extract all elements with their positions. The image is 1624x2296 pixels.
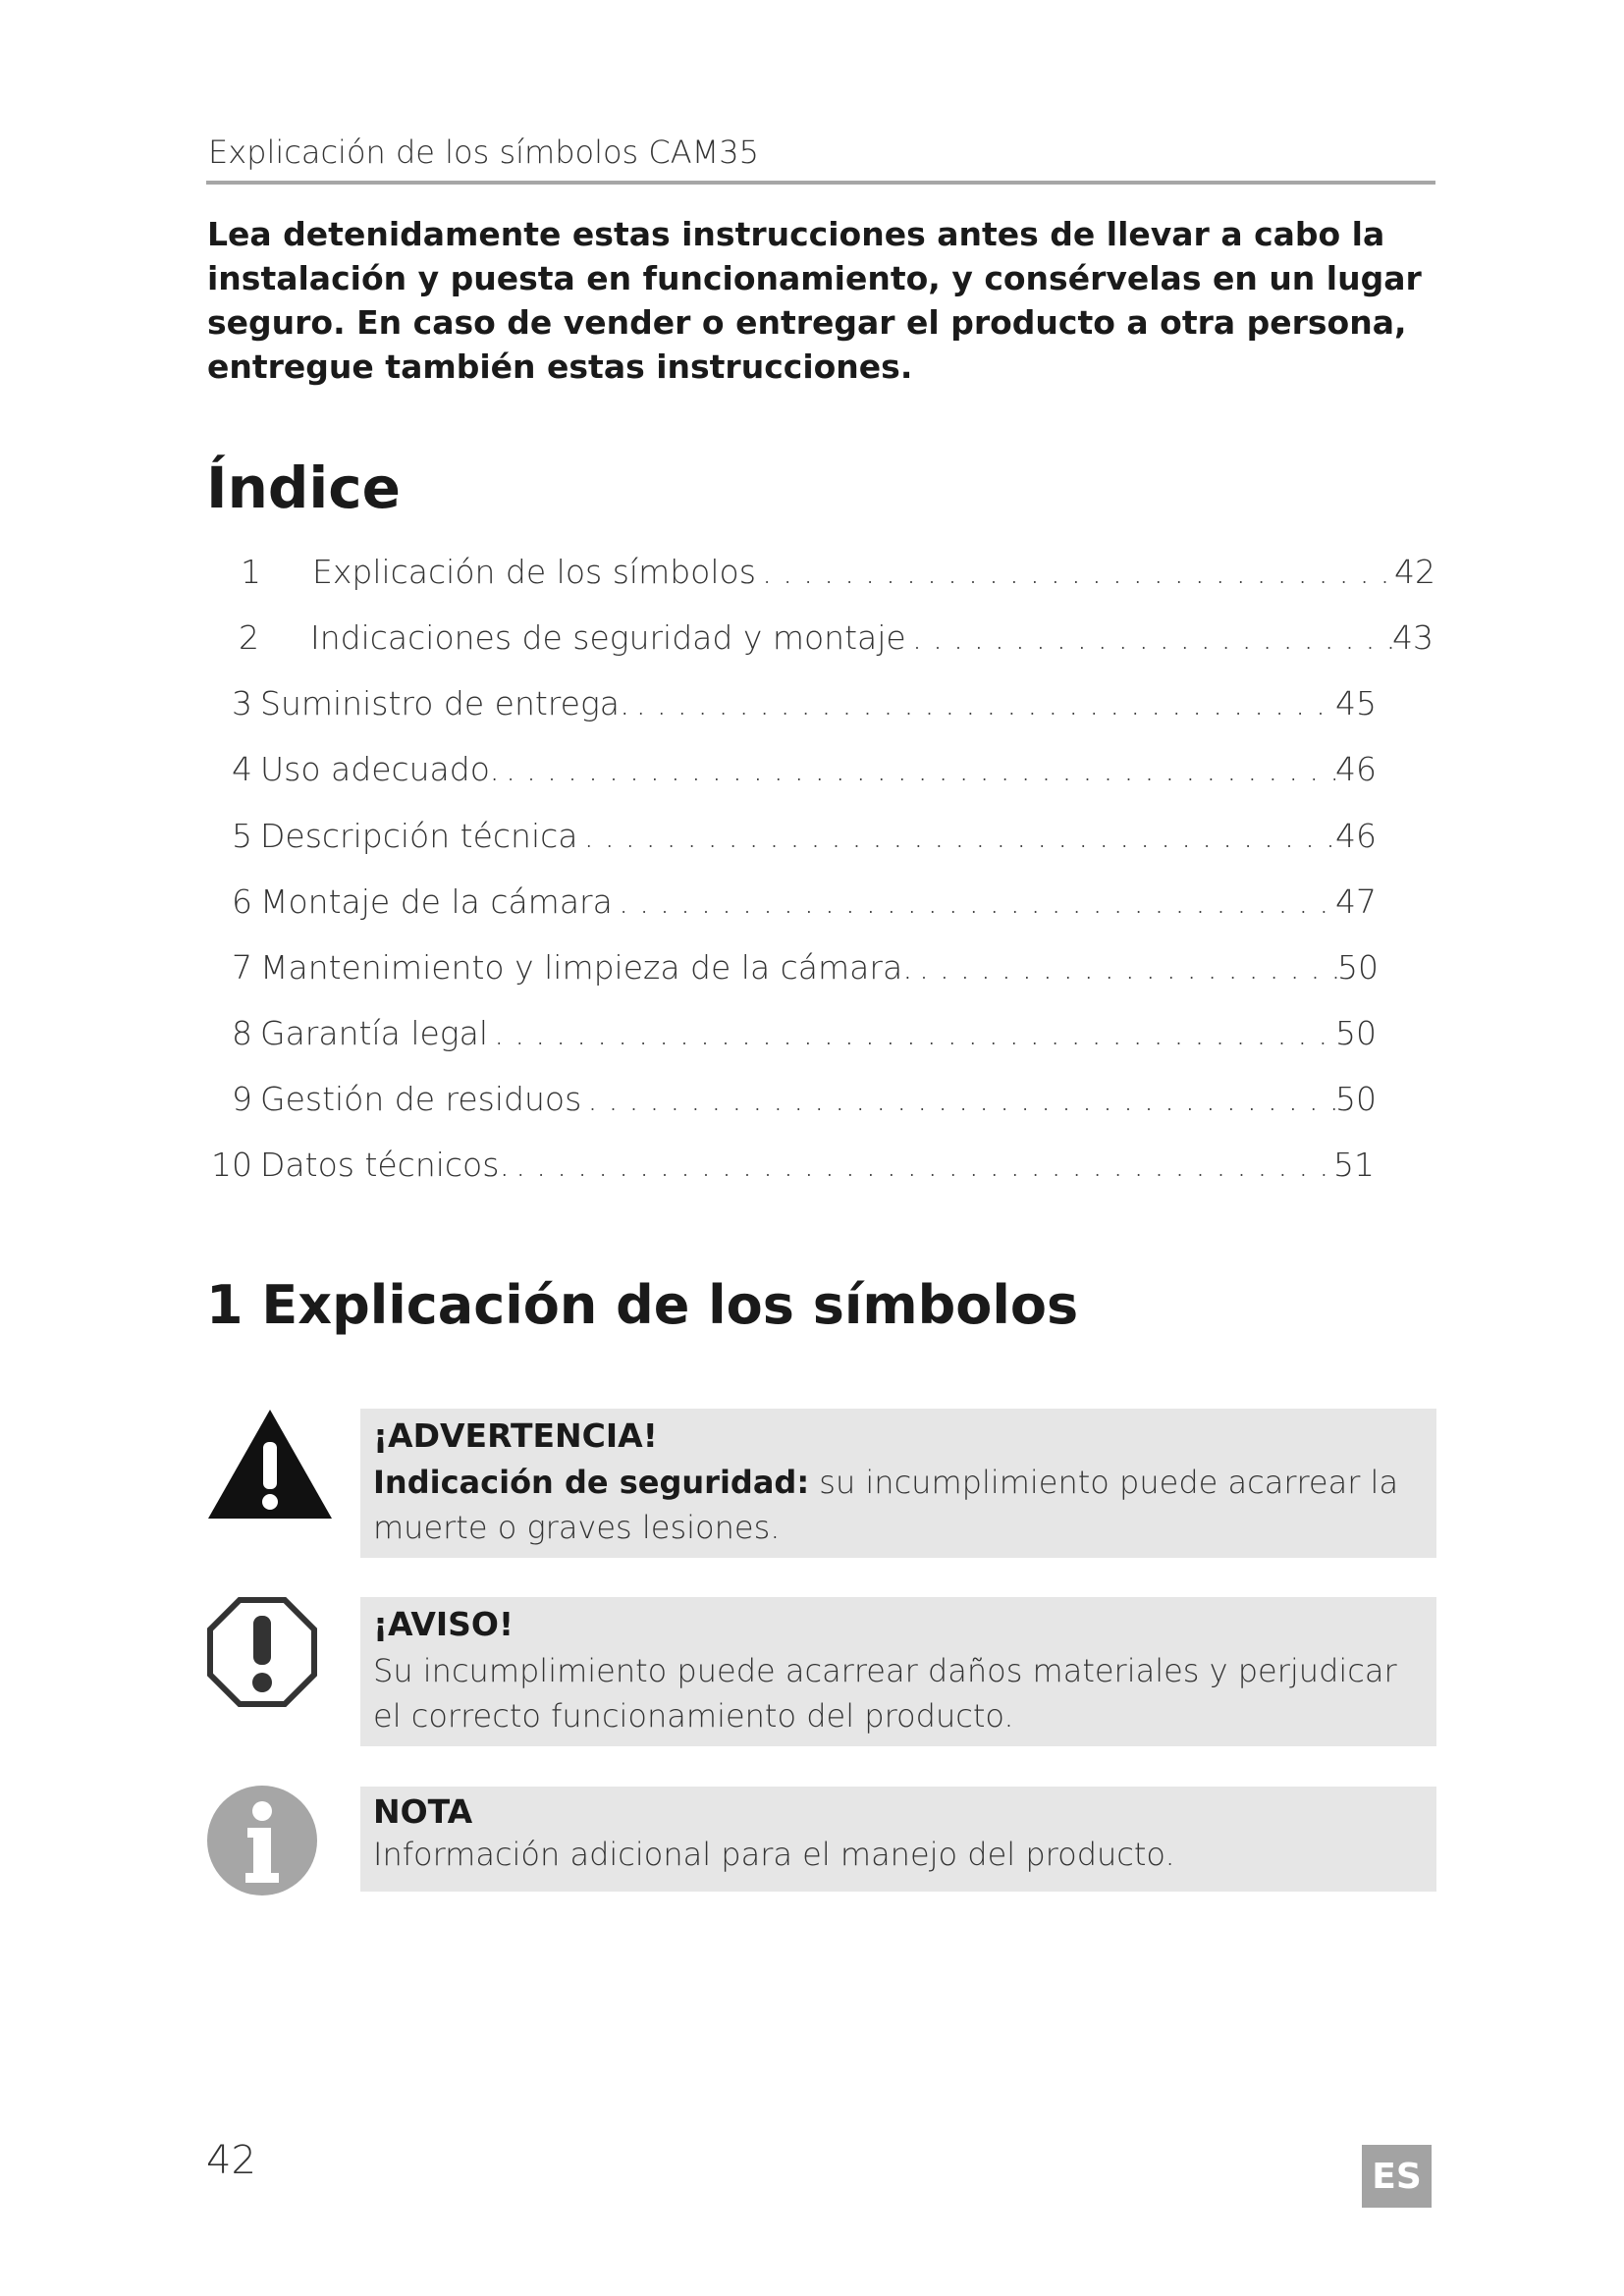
toc-item-page: 50	[1335, 1080, 1377, 1118]
toc-item-number: 9	[232, 1080, 252, 1118]
toc-item-title: Uso adecuado.	[260, 750, 500, 788]
toc-item[interactable]	[216, 1014, 1377, 1059]
index-heading: Índice	[206, 454, 401, 521]
notice-title: ¡AVISO!	[373, 1605, 514, 1643]
toc-item-title: Datos técnicos.	[260, 1146, 510, 1184]
warning-lead: Indicación de seguridad:	[373, 1464, 810, 1501]
toc-item[interactable]	[206, 1146, 1375, 1191]
toc-item-page: 45	[1335, 684, 1377, 722]
toc-item-number: 3	[232, 684, 252, 722]
warning-title: ¡ADVERTENCIA!	[373, 1416, 658, 1455]
toc-item-page: 42	[1394, 553, 1435, 591]
toc-item-number: 8	[232, 1014, 252, 1052]
language-badge: ES	[1362, 2145, 1432, 2208]
toc-item[interactable]	[216, 684, 1377, 729]
toc-item-number: 7	[232, 948, 252, 987]
section-heading: 1 Explicación de los símbolos	[206, 1274, 1079, 1336]
note-title: NOTA	[373, 1792, 473, 1831]
warning-notice	[360, 1409, 1436, 1558]
toc-item-title: Montaje de la cámara	[260, 882, 613, 921]
toc-leader-dots	[500, 750, 1335, 788]
toc-item[interactable]	[226, 618, 1434, 664]
toc-leader-dots	[613, 882, 1335, 921]
info-circle-icon	[206, 1785, 318, 1896]
note-box	[360, 1787, 1436, 1892]
warning-text	[373, 1460, 1414, 1550]
toc-item-title: Descripción técnica	[260, 817, 578, 855]
warning-triangle-icon	[206, 1408, 334, 1521]
toc-item[interactable]	[216, 817, 1377, 862]
toc-leader-dots	[581, 1080, 1335, 1118]
toc-item-page: 50	[1337, 948, 1379, 987]
toc-item-page: 46	[1335, 817, 1377, 855]
toc-item-page: 47	[1335, 882, 1377, 921]
toc-item-number: 2	[239, 618, 259, 657]
toc-leader-dots	[488, 1014, 1335, 1052]
toc-item-number: 10	[211, 1146, 252, 1184]
page-header-title: Explicación de los símbolos CAM35	[208, 133, 759, 171]
toc-leader-dots	[906, 618, 1392, 657]
intro-paragraph: Lea detenidamente estas instrucciones antes de llevar a cabo la instalación y puesta en funcionamiento, y consérvelas en un lugar seguro. En caso de vender o entregar el producto a otra persona, entregue también estas instrucciones.	[207, 215, 1422, 386]
toc-leader-dots	[510, 1146, 1333, 1184]
toc-leader-dots	[756, 553, 1394, 591]
page-number: 42	[206, 2138, 256, 2183]
toc-item-number: 1	[241, 553, 261, 591]
toc-item-number: 5	[232, 817, 252, 855]
toc-item-title: Indicaciones de seguridad y montaje	[310, 618, 906, 657]
toc-item[interactable]	[216, 882, 1377, 928]
notice-text: Su incumplimiento puede acarrear daños materiales y perjudicar el correcto funcionamiento del producto.	[373, 1652, 1397, 1735]
toc-item[interactable]	[216, 1080, 1377, 1125]
header-rule	[206, 181, 1435, 185]
toc-item-title: Explicación de los símbolos	[312, 553, 756, 591]
toc-item-title: Garantía legal	[260, 1014, 488, 1052]
note-text: Información adicional para el manejo del producto.	[373, 1836, 1175, 1873]
toc-item-number: 6	[232, 882, 252, 921]
toc-item-title: Gestión de residuos	[260, 1080, 582, 1118]
toc-leader-dots	[577, 817, 1335, 855]
notice-octagon-icon	[206, 1596, 318, 1708]
toc-leader-dots	[629, 684, 1335, 722]
toc-item-page: 46	[1335, 750, 1377, 788]
toc-item-title: Mantenimiento y limpieza de la cámara.	[260, 948, 913, 987]
toc-leader-dots	[913, 948, 1337, 987]
warning-body: su incumplimiento puede acarrear la muerte o graves lesiones.	[373, 1464, 1399, 1546]
toc-item[interactable]	[226, 553, 1435, 598]
toc-item[interactable]	[216, 750, 1377, 795]
toc-item-page: 51	[1333, 1146, 1375, 1184]
toc-item-title: Suministro de entrega.	[260, 684, 630, 722]
notice-box	[360, 1597, 1436, 1746]
toc-item-page: 50	[1335, 1014, 1377, 1052]
toc-item[interactable]	[216, 948, 1379, 993]
toc-item-page: 43	[1392, 618, 1434, 657]
toc-item-number: 4	[232, 750, 252, 788]
